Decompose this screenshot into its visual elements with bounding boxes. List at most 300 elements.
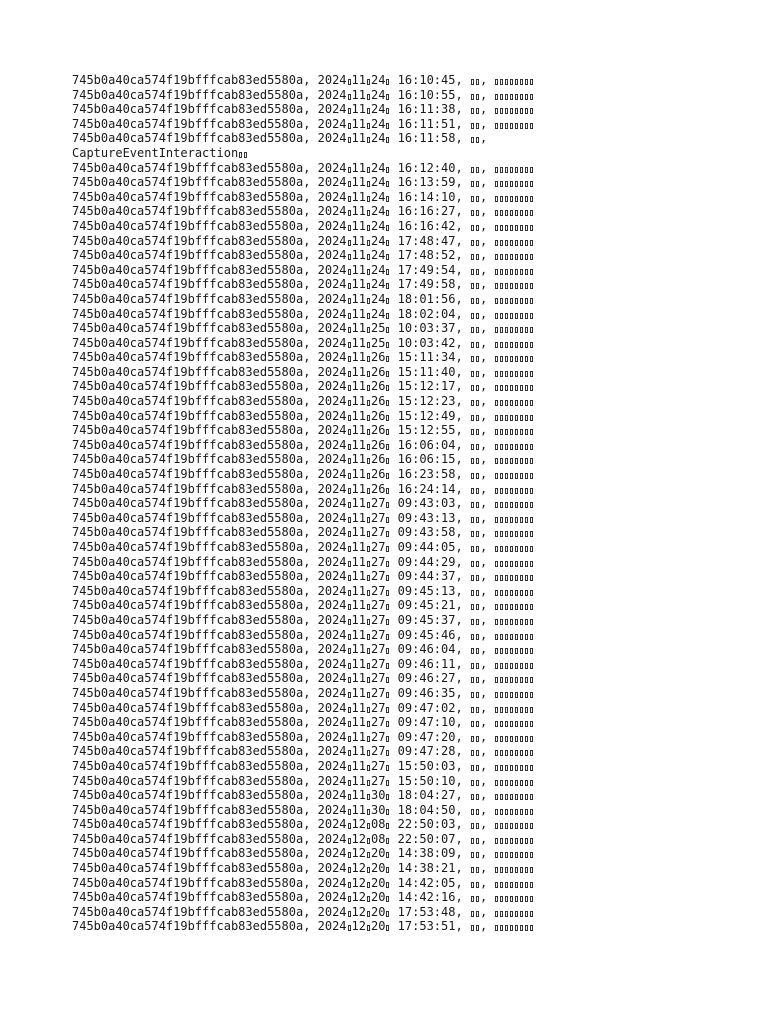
missing-glyph-box — [471, 736, 474, 742]
missing-glyph-box — [525, 254, 528, 260]
missing-glyph-box — [515, 400, 518, 406]
missing-glyph-box — [476, 517, 479, 523]
missing-glyph-box — [367, 531, 370, 537]
missing-glyph-box — [505, 123, 508, 129]
missing-glyph-box — [367, 634, 370, 640]
missing-glyph-box — [530, 342, 533, 348]
log-line: 745b0a40ca574f19bfffcab83ed5580a, 2024 11 24 18:01:56, , — [72, 292, 534, 307]
missing-glyph-box — [348, 882, 351, 888]
missing-glyph-box — [510, 619, 513, 625]
missing-glyph-box — [515, 473, 518, 479]
log-line: 745b0a40ca574f19bfffcab83ed5580a, 2024 11 27 09:44:29, , — [72, 555, 534, 570]
missing-glyph-box — [510, 429, 513, 435]
missing-glyph-box — [520, 196, 523, 202]
missing-glyph-box — [386, 429, 389, 435]
missing-glyph-box — [520, 911, 523, 917]
missing-glyph-box — [476, 371, 479, 377]
missing-glyph-box — [520, 648, 523, 654]
missing-glyph-box — [476, 167, 479, 173]
missing-glyph-box — [525, 736, 528, 742]
missing-glyph-box — [505, 852, 508, 858]
missing-glyph-box — [530, 488, 533, 494]
missing-glyph-box — [367, 561, 370, 567]
missing-glyph-box — [476, 313, 479, 319]
missing-glyph-box — [525, 444, 528, 450]
missing-glyph-box — [525, 181, 528, 187]
missing-glyph-box — [515, 283, 518, 289]
missing-glyph-box — [367, 313, 370, 319]
missing-glyph-box — [530, 531, 533, 537]
missing-glyph-box — [525, 838, 528, 844]
missing-glyph-box — [495, 590, 498, 596]
missing-glyph-box — [348, 619, 351, 625]
missing-glyph-box — [505, 240, 508, 246]
missing-glyph-box — [515, 692, 518, 698]
missing-glyph-box — [525, 240, 528, 246]
missing-glyph-box — [367, 283, 370, 289]
missing-glyph-box — [386, 575, 389, 581]
missing-glyph-box — [495, 925, 498, 931]
missing-glyph-box — [515, 707, 518, 713]
missing-glyph-box — [515, 809, 518, 815]
missing-glyph-box — [505, 356, 508, 362]
missing-glyph-box — [505, 911, 508, 917]
missing-glyph-box — [348, 575, 351, 581]
missing-glyph-box — [500, 517, 503, 523]
missing-glyph-box — [386, 780, 389, 786]
missing-glyph-box — [471, 342, 474, 348]
log-line: 745b0a40ca574f19bfffcab83ed5580a, 2024 11 24 16:10:55, , — [72, 88, 534, 103]
log-line: 745b0a40ca574f19bfffcab83ed5580a, 2024 11 24 16:16:42, , — [72, 219, 534, 234]
missing-glyph-box — [471, 634, 474, 640]
missing-glyph-box — [495, 79, 498, 85]
missing-glyph-box — [386, 896, 389, 902]
missing-glyph-box — [386, 809, 389, 815]
log-line: 745b0a40ca574f19bfffcab83ed5580a, 2024 11 27 09:47:02, , — [72, 701, 534, 716]
missing-glyph-box — [510, 502, 513, 508]
missing-glyph-box — [515, 736, 518, 742]
missing-glyph-box — [367, 604, 370, 610]
missing-glyph-box — [386, 750, 389, 756]
missing-glyph-box — [500, 867, 503, 873]
missing-glyph-box — [530, 283, 533, 289]
missing-glyph-box — [476, 765, 479, 771]
missing-glyph-box — [505, 692, 508, 698]
missing-glyph-box — [520, 283, 523, 289]
missing-glyph-box — [367, 94, 370, 100]
missing-glyph-box — [510, 167, 513, 173]
missing-glyph-box — [476, 648, 479, 654]
missing-glyph-box — [530, 561, 533, 567]
missing-glyph-box — [471, 750, 474, 756]
missing-glyph-box — [525, 94, 528, 100]
missing-glyph-box — [386, 692, 389, 698]
missing-glyph-box — [367, 400, 370, 406]
missing-glyph-box — [510, 575, 513, 581]
missing-glyph-box — [471, 137, 474, 143]
missing-glyph-box — [471, 196, 474, 202]
log-line: 745b0a40ca574f19bfffcab83ed5580a, 2024 11 26 15:11:40, , — [72, 365, 534, 380]
missing-glyph-box — [476, 721, 479, 727]
missing-glyph-box — [471, 167, 474, 173]
missing-glyph-box — [476, 298, 479, 304]
missing-glyph-box — [520, 254, 523, 260]
missing-glyph-box — [520, 342, 523, 348]
missing-glyph-box — [471, 385, 474, 391]
missing-glyph-box — [505, 94, 508, 100]
missing-glyph-box — [495, 663, 498, 669]
missing-glyph-box — [530, 911, 533, 917]
missing-glyph-box — [500, 925, 503, 931]
missing-glyph-box — [525, 79, 528, 85]
log-line: 745b0a40ca574f19bfffcab83ed5580a, 2024 11 30 18:04:27, , — [72, 788, 534, 803]
missing-glyph-box — [530, 473, 533, 479]
missing-glyph-box — [510, 838, 513, 844]
log-line: 745b0a40ca574f19bfffcab83ed5580a, 2024 12 20 14:42:16, , — [72, 890, 534, 905]
missing-glyph-box — [530, 546, 533, 552]
missing-glyph-box — [348, 707, 351, 713]
missing-glyph-box — [530, 458, 533, 464]
log-line: CaptureEventInteraction — [72, 146, 534, 161]
missing-glyph-box — [505, 79, 508, 85]
missing-glyph-box — [476, 692, 479, 698]
missing-glyph-box — [520, 634, 523, 640]
missing-glyph-box — [471, 108, 474, 114]
missing-glyph-box — [515, 765, 518, 771]
missing-glyph-box — [348, 502, 351, 508]
missing-glyph-box — [530, 721, 533, 727]
missing-glyph-box — [386, 561, 389, 567]
missing-glyph-box — [386, 604, 389, 610]
missing-glyph-box — [520, 400, 523, 406]
missing-glyph-box — [495, 852, 498, 858]
missing-glyph-box — [515, 327, 518, 333]
missing-glyph-box — [386, 925, 389, 931]
missing-glyph-box — [510, 517, 513, 523]
missing-glyph-box — [520, 429, 523, 435]
missing-glyph-box — [386, 458, 389, 464]
missing-glyph-box — [520, 823, 523, 829]
missing-glyph-box — [525, 590, 528, 596]
missing-glyph-box — [510, 196, 513, 202]
missing-glyph-box — [530, 648, 533, 654]
missing-glyph-box — [348, 852, 351, 858]
missing-glyph-box — [386, 677, 389, 683]
missing-glyph-box — [471, 517, 474, 523]
missing-glyph-box — [495, 167, 498, 173]
missing-glyph-box — [525, 663, 528, 669]
missing-glyph-box — [495, 531, 498, 537]
missing-glyph-box — [386, 137, 389, 143]
missing-glyph-box — [500, 604, 503, 610]
missing-glyph-box — [471, 911, 474, 917]
missing-glyph-box — [520, 385, 523, 391]
missing-glyph-box — [505, 488, 508, 494]
missing-glyph-box — [515, 561, 518, 567]
missing-glyph-box — [505, 269, 508, 275]
missing-glyph-box — [476, 79, 479, 85]
missing-glyph-box — [348, 444, 351, 450]
missing-glyph-box — [505, 517, 508, 523]
missing-glyph-box — [515, 269, 518, 275]
missing-glyph-box — [525, 852, 528, 858]
missing-glyph-box — [348, 663, 351, 669]
missing-glyph-box — [476, 196, 479, 202]
missing-glyph-box — [348, 167, 351, 173]
missing-glyph-box — [525, 794, 528, 800]
missing-glyph-box — [495, 356, 498, 362]
missing-glyph-box — [348, 371, 351, 377]
missing-glyph-box — [495, 648, 498, 654]
missing-glyph-box — [510, 356, 513, 362]
missing-glyph-box — [386, 400, 389, 406]
missing-glyph-box — [367, 79, 370, 85]
missing-glyph-box — [367, 823, 370, 829]
missing-glyph-box — [386, 765, 389, 771]
missing-glyph-box — [525, 634, 528, 640]
missing-glyph-box — [530, 794, 533, 800]
missing-glyph-box — [367, 356, 370, 362]
log-line: 745b0a40ca574f19bfffcab83ed5580a, 2024 11 26 15:12:49, , — [72, 409, 534, 424]
missing-glyph-box — [505, 634, 508, 640]
missing-glyph-box — [510, 721, 513, 727]
missing-glyph-box — [525, 225, 528, 231]
missing-glyph-box — [500, 371, 503, 377]
missing-glyph-box — [525, 546, 528, 552]
missing-glyph-box — [530, 313, 533, 319]
missing-glyph-box — [386, 181, 389, 187]
missing-glyph-box — [520, 575, 523, 581]
missing-glyph-box — [520, 356, 523, 362]
missing-glyph-box — [348, 488, 351, 494]
log-line: 745b0a40ca574f19bfffcab83ed5580a, 2024 11 24 17:49:54, , — [72, 263, 534, 278]
missing-glyph-box — [510, 925, 513, 931]
missing-glyph-box — [510, 400, 513, 406]
missing-glyph-box — [505, 677, 508, 683]
missing-glyph-box — [476, 108, 479, 114]
missing-glyph-box — [500, 882, 503, 888]
missing-glyph-box — [500, 210, 503, 216]
missing-glyph-box — [500, 298, 503, 304]
missing-glyph-box — [515, 458, 518, 464]
log-line: 745b0a40ca574f19bfffcab83ed5580a, 2024 11 27 09:45:21, , — [72, 598, 534, 613]
missing-glyph-box — [348, 794, 351, 800]
missing-glyph-box — [520, 327, 523, 333]
missing-glyph-box — [515, 488, 518, 494]
missing-glyph-box — [348, 225, 351, 231]
missing-glyph-box — [386, 852, 389, 858]
missing-glyph-box — [500, 838, 503, 844]
missing-glyph-box — [505, 590, 508, 596]
log-line: 745b0a40ca574f19bfffcab83ed5580a, 2024 11 24 16:13:59, , — [72, 175, 534, 190]
missing-glyph-box — [525, 604, 528, 610]
missing-glyph-box — [500, 444, 503, 450]
missing-glyph-box — [530, 823, 533, 829]
missing-glyph-box — [471, 707, 474, 713]
missing-glyph-box — [515, 254, 518, 260]
missing-glyph-box — [520, 94, 523, 100]
missing-glyph-box — [367, 809, 370, 815]
missing-glyph-box — [476, 327, 479, 333]
missing-glyph-box — [348, 838, 351, 844]
missing-glyph-box — [476, 838, 479, 844]
missing-glyph-box — [471, 546, 474, 552]
missing-glyph-box — [386, 867, 389, 873]
missing-glyph-box — [471, 79, 474, 85]
missing-glyph-box — [530, 604, 533, 610]
log-line: 745b0a40ca574f19bfffcab83ed5580a, 2024 11 26 15:12:17, , — [72, 379, 534, 394]
missing-glyph-box — [367, 108, 370, 114]
missing-glyph-box — [471, 925, 474, 931]
missing-glyph-box — [476, 590, 479, 596]
missing-glyph-box — [348, 269, 351, 275]
missing-glyph-box — [520, 210, 523, 216]
missing-glyph-box — [525, 429, 528, 435]
missing-glyph-box — [367, 210, 370, 216]
missing-glyph-box — [500, 546, 503, 552]
missing-glyph-box — [520, 517, 523, 523]
missing-glyph-box — [348, 546, 351, 552]
missing-glyph-box — [505, 546, 508, 552]
missing-glyph-box — [505, 648, 508, 654]
missing-glyph-box — [348, 809, 351, 815]
missing-glyph-box — [515, 590, 518, 596]
missing-glyph-box — [471, 298, 474, 304]
missing-glyph-box — [510, 736, 513, 742]
missing-glyph-box — [530, 108, 533, 114]
missing-glyph-box — [386, 342, 389, 348]
log-line: 745b0a40ca574f19bfffcab83ed5580a, 2024 11 26 16:23:58, , — [72, 467, 534, 482]
missing-glyph-box — [530, 400, 533, 406]
missing-glyph-box — [495, 269, 498, 275]
missing-glyph-box — [495, 458, 498, 464]
missing-glyph-box — [495, 225, 498, 231]
missing-glyph-box — [520, 298, 523, 304]
log-line: 745b0a40ca574f19bfffcab83ed5580a, 2024 11 27 09:43:58, , — [72, 525, 534, 540]
missing-glyph-box — [510, 298, 513, 304]
missing-glyph-box — [471, 313, 474, 319]
missing-glyph-box — [530, 225, 533, 231]
missing-glyph-box — [510, 415, 513, 421]
log-line: 745b0a40ca574f19bfffcab83ed5580a, 2024 12 08 22:50:07, , — [72, 832, 534, 847]
missing-glyph-box — [471, 780, 474, 786]
log-line: 745b0a40ca574f19bfffcab83ed5580a, 2024 11 24 16:12:40, , — [72, 161, 534, 176]
missing-glyph-box — [520, 663, 523, 669]
missing-glyph-box — [510, 283, 513, 289]
missing-glyph-box — [471, 765, 474, 771]
missing-glyph-box — [471, 794, 474, 800]
missing-glyph-box — [510, 604, 513, 610]
missing-glyph-box — [471, 371, 474, 377]
missing-glyph-box — [520, 707, 523, 713]
missing-glyph-box — [505, 575, 508, 581]
missing-glyph-box — [348, 94, 351, 100]
missing-glyph-box — [367, 415, 370, 421]
missing-glyph-box — [515, 240, 518, 246]
missing-glyph-box — [510, 123, 513, 129]
missing-glyph-box — [367, 882, 370, 888]
missing-glyph-box — [348, 298, 351, 304]
missing-glyph-box — [476, 663, 479, 669]
log-line: 745b0a40ca574f19bfffcab83ed5580a, 2024 11 25 10:03:37, , — [72, 321, 534, 336]
missing-glyph-box — [525, 882, 528, 888]
missing-glyph-box — [500, 590, 503, 596]
missing-glyph-box — [386, 531, 389, 537]
log-line: 745b0a40ca574f19bfffcab83ed5580a, 2024 11 27 15:50:10, , — [72, 774, 534, 789]
missing-glyph-box — [471, 400, 474, 406]
missing-glyph-box — [495, 794, 498, 800]
missing-glyph-box — [495, 736, 498, 742]
log-line: 745b0a40ca574f19bfffcab83ed5580a, 2024 11 24 16:14:10, , — [72, 190, 534, 205]
log-line: 745b0a40ca574f19bfffcab83ed5580a, 2024 11 24 16:16:27, , — [72, 204, 534, 219]
missing-glyph-box — [520, 925, 523, 931]
missing-glyph-box — [386, 79, 389, 85]
missing-glyph-box — [505, 809, 508, 815]
missing-glyph-box — [530, 750, 533, 756]
missing-glyph-box — [471, 604, 474, 610]
missing-glyph-box — [530, 167, 533, 173]
missing-glyph-box — [386, 210, 389, 216]
missing-glyph-box — [525, 167, 528, 173]
missing-glyph-box — [476, 925, 479, 931]
missing-glyph-box — [244, 152, 247, 158]
missing-glyph-box — [471, 94, 474, 100]
missing-glyph-box — [476, 458, 479, 464]
missing-glyph-box — [525, 196, 528, 202]
log-line: 745b0a40ca574f19bfffcab83ed5580a, 2024 12 20 14:42:05, , — [72, 876, 534, 891]
missing-glyph-box — [510, 561, 513, 567]
missing-glyph-box — [500, 400, 503, 406]
missing-glyph-box — [515, 575, 518, 581]
missing-glyph-box — [510, 254, 513, 260]
missing-glyph-box — [367, 750, 370, 756]
missing-glyph-box — [500, 356, 503, 362]
missing-glyph-box — [530, 634, 533, 640]
missing-glyph-box — [495, 634, 498, 640]
missing-glyph-box — [525, 313, 528, 319]
missing-glyph-box — [367, 298, 370, 304]
missing-glyph-box — [515, 371, 518, 377]
missing-glyph-box — [515, 298, 518, 304]
log-line: 745b0a40ca574f19bfffcab83ed5580a, 2024 11 26 15:11:34, , — [72, 350, 534, 365]
missing-glyph-box — [530, 415, 533, 421]
missing-glyph-box — [515, 794, 518, 800]
missing-glyph-box — [530, 240, 533, 246]
missing-glyph-box — [471, 575, 474, 581]
missing-glyph-box — [495, 283, 498, 289]
missing-glyph-box — [510, 444, 513, 450]
missing-glyph-box — [476, 429, 479, 435]
missing-glyph-box — [520, 313, 523, 319]
missing-glyph-box — [495, 108, 498, 114]
missing-glyph-box — [510, 882, 513, 888]
missing-glyph-box — [520, 444, 523, 450]
missing-glyph-box — [505, 458, 508, 464]
missing-glyph-box — [510, 867, 513, 873]
missing-glyph-box — [348, 780, 351, 786]
missing-glyph-box — [520, 765, 523, 771]
missing-glyph-box — [530, 677, 533, 683]
missing-glyph-box — [500, 79, 503, 85]
missing-glyph-box — [530, 867, 533, 873]
log-line: 745b0a40ca574f19bfffcab83ed5580a, 2024 11 27 09:46:27, , — [72, 671, 534, 686]
missing-glyph-box — [386, 167, 389, 173]
missing-glyph-box — [348, 473, 351, 479]
missing-glyph-box — [476, 634, 479, 640]
missing-glyph-box — [386, 313, 389, 319]
missing-glyph-box — [348, 648, 351, 654]
missing-glyph-box — [386, 823, 389, 829]
